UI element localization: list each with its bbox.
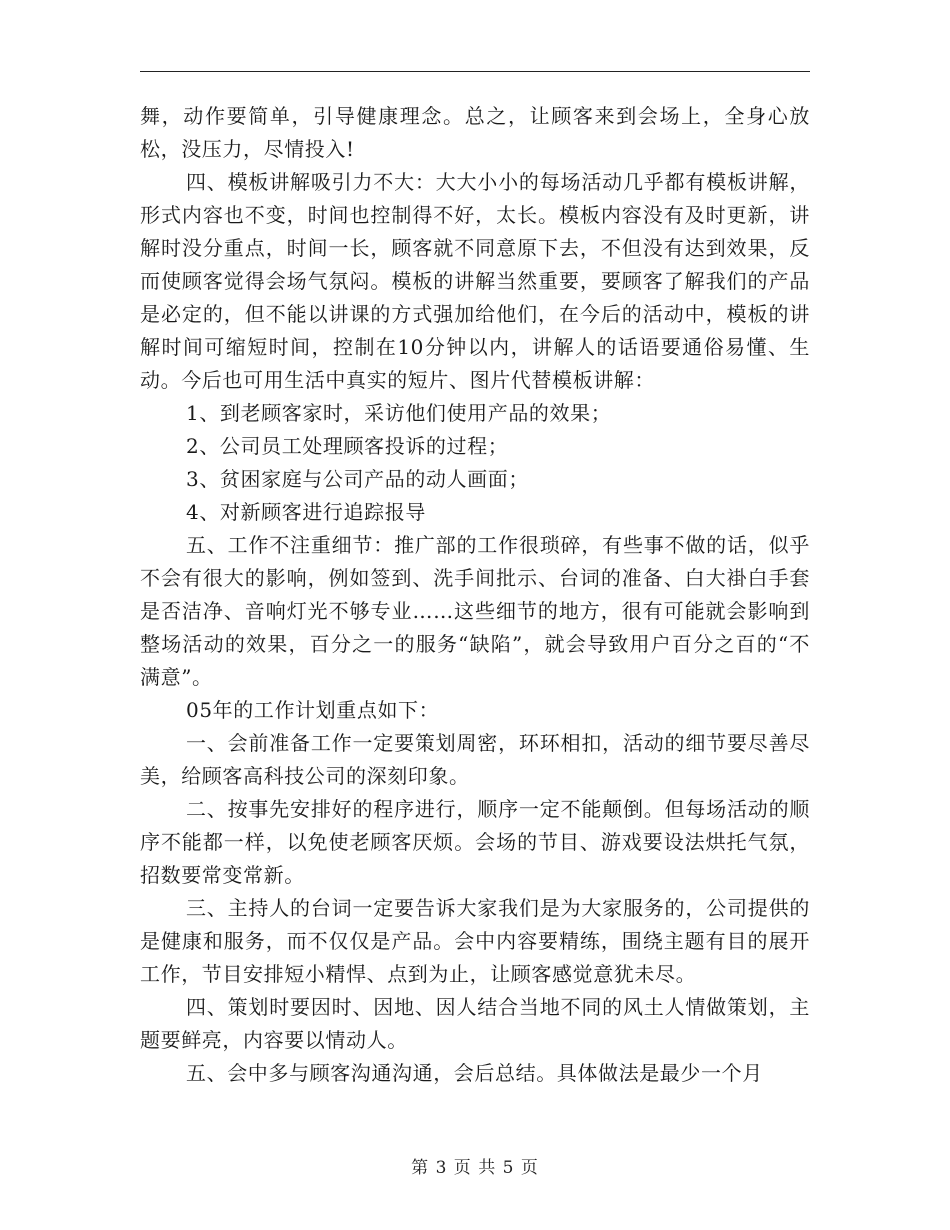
paragraph: 五、工作不注重细节：推广部的工作很琐碎，有些事不做的话，似乎不会有很大的影响，例如签到、洗手间批示、台词的准备、白大褂白手套是否洁净、音响灯光不够专业……这些细节的地方，很有可能就会影响到整场活动的效果，百分之一的服务“缺陷”，就会导致用户百分之百的“不满意”。	[140, 533, 810, 689]
list-item: 1、到老顾客家时，采访他们使用产品的效果；	[186, 401, 612, 425]
list-item: 3、贫困家庭与公司产品的动人画面；	[186, 467, 529, 491]
paragraph: 四、模板讲解吸引力不大：大大小小的每场活动几乎都有模板讲解，形式内容也不变，时间也控制得不好，太长。模板内容没有及时更新，讲解时没分重点，时间一长，顾客就不同意原下去，不但没有达到效果，反而使顾客觉得会场气氛闷。模板的讲解当然重要，要顾客了解我们的产品是必定的，但不能以讲课的方式强加给他们，在今后的活动中，模板的讲解时间可缩短时间，控制在10分钟以内，讲解人的话语要通俗易懂、生动。今后也可用生活中真实的短片、图片代替模板讲解：	[140, 170, 810, 392]
section-heading: 05年的工作计划重点如下：	[186, 698, 440, 722]
paragraph: 舞，动作要简单，引导健康理念。总之，让顾客来到会场上，全身心放松，没压力，尽情投入!	[140, 104, 810, 161]
paragraph: 五、会中多与顾客沟通沟通，会后总结。具体做法是最少一个月	[186, 1061, 763, 1085]
header-rule	[140, 71, 810, 72]
page-number: 第 3 页 共 5 页	[411, 1158, 539, 1178]
list-item: 4、对新顾客进行追踪报导	[186, 500, 426, 524]
paragraph: 二、按事先安排好的程序进行，顺序一定不能颠倒。但每场活动的顺序不能都一样，以免使老顾客厌烦。会场的节目、游戏要设法烘托气氛，招数要常变常新。	[140, 797, 810, 887]
document-body	[140, 100, 810, 1090]
paragraph: 四、策划时要因时、因地、因人结合当地不同的风土人情做策划，主题要鲜亮，内容要以情动人。	[140, 995, 810, 1052]
paragraph: 一、会前准备工作一定要策划周密，环环相扣，活动的细节要尽善尽美，给顾客高科技公司的深刻印象。	[140, 731, 810, 788]
list-item: 2、公司员工处理顾客投诉的过程；	[186, 434, 509, 458]
paragraph: 三、主持人的台词一定要告诉大家我们是为大家服务的，公司提供的是健康和服务，而不仅仅是产品。会中内容要精练，围绕主题有目的展开工作，节目安排短小精悍、点到为止，让顾客感觉意犹未尽。	[140, 896, 810, 986]
